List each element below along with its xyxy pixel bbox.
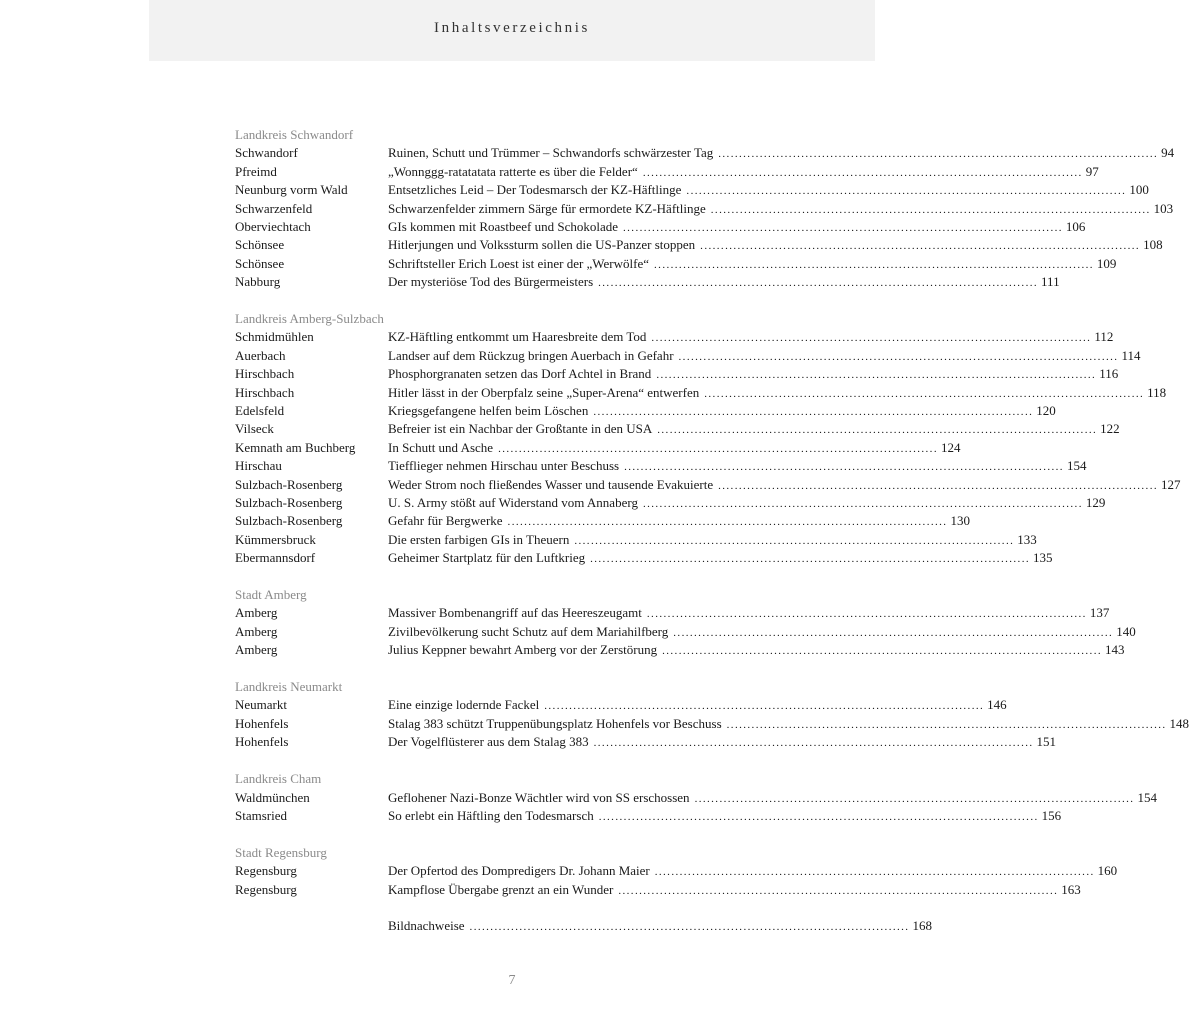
toc-section	[235, 586, 1136, 660]
toc-entry-place: Schwarzenfeld	[235, 200, 313, 216]
toc-entry-title: Eine einzige lodernde Fackel	[388, 697, 540, 713]
toc-entry-place: Sulzbach-Rosenberg	[235, 494, 343, 510]
toc-entry-place: Amberg	[235, 605, 278, 621]
toc-entry-page: 130	[950, 513, 970, 529]
toc-entry-title: Stalag 383 schützt Truppenübungsplatz Hohenfels vor Beschuss	[388, 715, 722, 731]
toc-entry-title: Entsetzliches Leid – Der Todesmarsch der KZ-Häftlinge	[388, 182, 682, 198]
section-heading: Stadt Regensburg	[235, 844, 327, 860]
toc-entry-page: 112	[1094, 329, 1114, 345]
toc-entry-title: Schwarzenfelder zimmern Särge für ermordete KZ-Häftlinge	[388, 200, 706, 216]
toc-entry[interactable]	[235, 163, 1099, 181]
toc-entry-page: 97	[1085, 163, 1099, 179]
toc-entry-place: Hohenfels	[235, 715, 289, 731]
dot-leader	[643, 164, 1083, 182]
toc-entry-title-cell	[388, 328, 1113, 347]
toc-entry[interactable]	[235, 144, 1175, 162]
toc-entry-page: 114	[1121, 347, 1141, 363]
toc-entry-place: Schönsee	[235, 255, 285, 271]
toc-entry-title: Die ersten farbigen GIs in Theuern	[388, 531, 570, 547]
dot-leader	[544, 697, 984, 715]
toc-entry[interactable]	[235, 623, 1136, 641]
toc-entry[interactable]	[235, 328, 1114, 346]
toc-entry-title: Schriftsteller Erich Loest ist einer der „Werwölfe“	[388, 255, 650, 271]
toc-entry-page: 108	[1143, 237, 1163, 253]
dot-leader	[594, 734, 1034, 752]
dot-leader	[593, 403, 1033, 421]
toc-entry-place: Nabburg	[235, 274, 281, 290]
dot-leader	[656, 366, 1096, 384]
toc-entry[interactable]	[235, 273, 1060, 291]
toc-entry-title-cell	[388, 236, 1163, 255]
toc-entry-place: Edelsfeld	[235, 402, 285, 418]
dot-leader	[695, 790, 1135, 808]
dot-leader	[704, 385, 1144, 403]
toc-entry[interactable]	[235, 531, 1037, 549]
toc-entry-title: Julius Keppner bewahrt Amberg vor der Zerstörung	[388, 642, 658, 658]
toc-entry-title: Kriegsgefangene helfen beim Löschen	[388, 402, 589, 418]
toc-entry-page: 111	[1041, 274, 1060, 290]
toc-entry-title-cell	[388, 273, 1060, 292]
toc-entry-title-cell	[388, 347, 1140, 366]
toc-entry-page: 146	[987, 697, 1007, 713]
dot-leader	[686, 182, 1126, 200]
toc-entry-title-cell	[388, 715, 1189, 734]
toc-section	[235, 310, 1181, 567]
toc-entry[interactable]	[235, 236, 1163, 254]
toc-entry-page: 122	[1100, 421, 1120, 437]
toc-entry-page: 154	[1137, 789, 1157, 805]
toc-entry-title: KZ-Häftling entkommt um Haaresbreite dem Tod	[388, 329, 647, 345]
dot-leader	[718, 145, 1158, 163]
toc-entry-title-cell	[388, 144, 1174, 163]
toc-entry-page: 151	[1036, 734, 1057, 750]
toc-entry-page: 124	[940, 439, 961, 455]
toc-entry-page: 143	[1105, 642, 1125, 658]
toc-entry[interactable]	[235, 384, 1167, 402]
dot-leader	[498, 440, 938, 458]
toc-section	[235, 844, 1118, 899]
toc-entry-title: So erlebt ein Häftling den Todesmarsch	[388, 807, 594, 823]
toc-entry-title: Kampflose Übergabe grenzt an ein Wunder	[388, 881, 614, 897]
toc-entry-title: Tiefflieger nehmen Hirschau unter Beschuss	[388, 458, 620, 474]
section-heading: Landkreis Cham	[235, 771, 322, 787]
toc-entry-page: 133	[1017, 531, 1037, 547]
toc-entry-place: Auerbach	[235, 347, 286, 363]
toc-entry[interactable]	[235, 641, 1125, 659]
toc-entry-title: „Wonnggg-ratatatata ratterte es über die Felder“	[388, 163, 638, 179]
toc-entry-page: 163	[1061, 881, 1081, 897]
toc-entry-title-cell	[388, 384, 1166, 403]
toc-entry[interactable]	[235, 733, 1057, 751]
toc-entry-title: Geheimer Startplatz für den Luftkrieg	[388, 550, 586, 566]
section-heading: Landkreis Schwandorf	[235, 127, 354, 142]
toc-entry-place: Oberviechtach	[235, 218, 311, 234]
toc-entry-place: Hohenfels	[235, 734, 289, 750]
toc-entry-title: Phosphorgranaten setzen das Dorf Achtel in Brand	[388, 366, 652, 382]
toc-entry-place: Pfreimd	[235, 163, 277, 179]
toc-entry-page: 135	[1033, 550, 1053, 566]
toc-entry-title-cell	[388, 641, 1125, 660]
dot-leader	[679, 348, 1119, 366]
dot-leader	[718, 477, 1158, 495]
toc-entry-place: Regensburg	[235, 863, 297, 879]
toc-entry-place: Schönsee	[235, 237, 285, 253]
dot-leader	[624, 458, 1064, 476]
toc-entry-title: U. S. Army stößt auf Widerstand vom Annaberg	[388, 494, 638, 510]
dot-leader	[590, 550, 1030, 568]
table-of-contents	[235, 126, 1189, 954]
toc-entry-title: Ruinen, Schutt und Trümmer – Schwandorfs schwärzester Tag	[388, 145, 714, 161]
dot-leader	[657, 421, 1097, 439]
toc-entry-place: Hirschau	[235, 458, 282, 474]
toc-entry[interactable]	[235, 715, 1189, 733]
page-number: 7	[508, 973, 516, 988]
toc-entry-page: 103	[1153, 200, 1174, 216]
toc-entry[interactable]	[235, 494, 1106, 512]
toc-entry-title: Bildnachweise	[388, 918, 465, 934]
toc-entry-page: 118	[1147, 384, 1167, 400]
toc-entry-title: Gefahr für Bergwerke	[388, 513, 503, 529]
dot-leader	[647, 605, 1087, 623]
toc-entry-page: 160	[1097, 863, 1118, 879]
toc-entry-title-cell	[388, 365, 1118, 384]
toc-entry-place: Sulzbach-Rosenberg	[235, 476, 343, 492]
toc-entry-title: Zivilbevölkerung sucht Schutz auf dem Mariahilfberg	[388, 623, 669, 639]
toc-entry[interactable]	[235, 200, 1174, 218]
toc-entry-place: Kümmersbruck	[235, 531, 316, 547]
dot-leader	[654, 256, 1094, 274]
toc-entry-page: 137	[1089, 605, 1110, 621]
dot-leader	[651, 329, 1091, 347]
toc-entry-page: 140	[1116, 623, 1136, 639]
toc-entry-place: Schwandorf	[235, 145, 298, 161]
toc-entry[interactable]	[235, 807, 1062, 825]
toc-entry[interactable]	[235, 881, 1081, 899]
toc-section	[235, 770, 1157, 825]
toc-entry-title-cell	[388, 623, 1136, 642]
toc-entry-place: Ebermannsdorf	[235, 550, 316, 566]
toc-entry-place: Vilseck	[235, 421, 274, 437]
toc-entry-title-cell	[388, 420, 1120, 439]
toc-entry-place: Kemnath am Buchberg	[235, 439, 356, 455]
toc-entry-title: GIs kommen mit Roastbeef und Schokolade	[388, 218, 618, 234]
dot-leader	[598, 274, 1038, 292]
toc-entry-place: Regensburg	[235, 881, 297, 897]
dot-leader	[700, 237, 1140, 255]
dot-leader	[655, 863, 1095, 881]
toc-entry[interactable]	[235, 347, 1141, 365]
toc-entry[interactable]	[235, 917, 932, 935]
toc-entry-title-cell	[388, 476, 1181, 495]
toc-entry-title-cell	[388, 255, 1116, 274]
toc-entry-page: 154	[1066, 458, 1087, 474]
toc-entry-page: 94	[1161, 145, 1175, 161]
toc-entry-title: Geflohener Nazi-Bonze Wächtler wird von SS erschossen	[388, 789, 690, 805]
toc-entry-title: Hitler lässt in der Oberpfalz seine „Super-Arena“ entwerfen	[388, 384, 700, 400]
toc-entry-place: Hirschbach	[235, 384, 295, 400]
section-heading: Landkreis Amberg-Sulzbach	[235, 311, 384, 327]
toc-entry-title-cell	[388, 218, 1085, 237]
toc-entry-title-cell	[388, 696, 1007, 715]
dot-leader	[673, 624, 1113, 642]
header-band	[149, 0, 875, 61]
toc-entry-title-cell	[388, 549, 1053, 568]
toc-entry-page: 109	[1096, 255, 1117, 271]
toc-entry-page: 148	[1169, 715, 1189, 731]
dot-leader	[662, 642, 1102, 660]
toc-entry-title-cell	[388, 807, 1061, 826]
toc-entry-place: Stamsried	[235, 807, 287, 823]
dot-leader	[470, 918, 910, 936]
toc-entry-title: In Schutt und Asche	[388, 439, 494, 455]
toc-entry-title-cell	[388, 789, 1157, 808]
toc-entry-place: Schmidmühlen	[235, 329, 314, 345]
toc-entry-title: Hitlerjungen und Volkssturm sollen die US-Panzer stoppen	[388, 237, 696, 253]
dot-leader	[623, 219, 1063, 237]
toc-entry-page: 129	[1085, 494, 1106, 510]
toc-entry-place: Amberg	[235, 623, 278, 639]
dot-leader	[599, 808, 1039, 826]
toc-section	[235, 678, 1189, 752]
toc-entry-title-cell	[388, 181, 1149, 200]
toc-entry-title: Der mysteriöse Tod des Bürgermeisters	[388, 274, 594, 290]
toc-entry-title-cell	[388, 402, 1056, 421]
toc-entry-title-cell	[388, 439, 960, 458]
dot-leader	[574, 532, 1014, 550]
toc-entry-page: 116	[1099, 366, 1119, 382]
toc-entry-title: Der Vogelflüsterer aus dem Stalag 383	[388, 734, 589, 750]
toc-entry-place: Neumarkt	[235, 697, 287, 713]
toc-entry-page: 168	[912, 918, 932, 934]
toc-entry[interactable]	[235, 365, 1119, 383]
dot-leader	[508, 513, 948, 531]
dot-leader	[727, 716, 1167, 734]
toc-entry[interactable]	[235, 512, 970, 530]
toc-entry-title-cell	[388, 881, 1081, 900]
toc-entry-title-cell	[388, 512, 970, 531]
toc-entry[interactable]	[235, 439, 961, 457]
toc-entry[interactable]	[235, 457, 1087, 475]
toc-entry-place: Neunburg vorm Wald	[235, 182, 348, 198]
toc-section	[235, 126, 1175, 292]
toc-entry[interactable]	[235, 476, 1181, 494]
toc-entry-title-cell	[388, 494, 1105, 513]
toc-appendix	[235, 917, 932, 935]
toc-entry-page: 120	[1036, 402, 1056, 418]
page-title: Inhaltsverzeichnis	[434, 20, 590, 36]
section-heading: Landkreis Neumarkt	[235, 679, 343, 695]
toc-entry-title-cell	[388, 200, 1173, 219]
toc-entry[interactable]	[235, 604, 1110, 622]
toc-entry[interactable]	[235, 255, 1117, 273]
toc-entry-title-cell	[388, 733, 1056, 752]
toc-entry[interactable]	[235, 181, 1149, 199]
toc-entry-title-cell	[388, 917, 932, 936]
dot-leader	[618, 882, 1058, 900]
toc-entry-page: 100	[1129, 182, 1149, 198]
toc-entry-page: 156	[1041, 807, 1062, 823]
toc-entry[interactable]	[235, 402, 1056, 420]
toc-entry[interactable]	[235, 696, 1007, 714]
toc-entry-page: 106	[1065, 218, 1086, 234]
toc-entry[interactable]	[235, 549, 1053, 567]
toc-entry[interactable]	[235, 789, 1157, 807]
toc-entry-title-cell	[388, 531, 1037, 550]
toc-entry-place: Amberg	[235, 642, 278, 658]
toc-entry-title-cell	[388, 163, 1099, 182]
toc-entry-title-cell	[388, 457, 1086, 476]
toc-entry-place: Hirschbach	[235, 366, 295, 382]
toc-entry[interactable]	[235, 862, 1118, 880]
toc-entry-title: Massiver Bombenangriff auf das Heereszeugamt	[388, 605, 642, 621]
toc-entry-title: Der Opfertod des Dompredigers Dr. Johann Maier	[388, 863, 650, 879]
toc-entry-title: Befreier ist ein Nachbar der Großtante in den USA	[388, 421, 653, 437]
dot-leader	[711, 201, 1151, 219]
toc-entry-title-cell	[388, 604, 1109, 623]
toc-entry[interactable]	[235, 420, 1120, 438]
toc-entry-title: Weder Strom noch fließendes Wasser und tausende Evakuierte	[388, 476, 714, 492]
toc-entry-place: Waldmünchen	[235, 789, 310, 805]
toc-entry-title-cell	[388, 862, 1117, 881]
toc-entry-title: Landser auf dem Rückzug bringen Auerbach in Gefahr	[388, 347, 674, 363]
section-heading: Stadt Amberg	[235, 586, 307, 602]
dot-leader	[643, 495, 1083, 513]
toc-entry[interactable]	[235, 218, 1086, 236]
toc-entry-place: Sulzbach-Rosenberg	[235, 513, 343, 529]
toc-entry-page: 127	[1161, 476, 1181, 492]
